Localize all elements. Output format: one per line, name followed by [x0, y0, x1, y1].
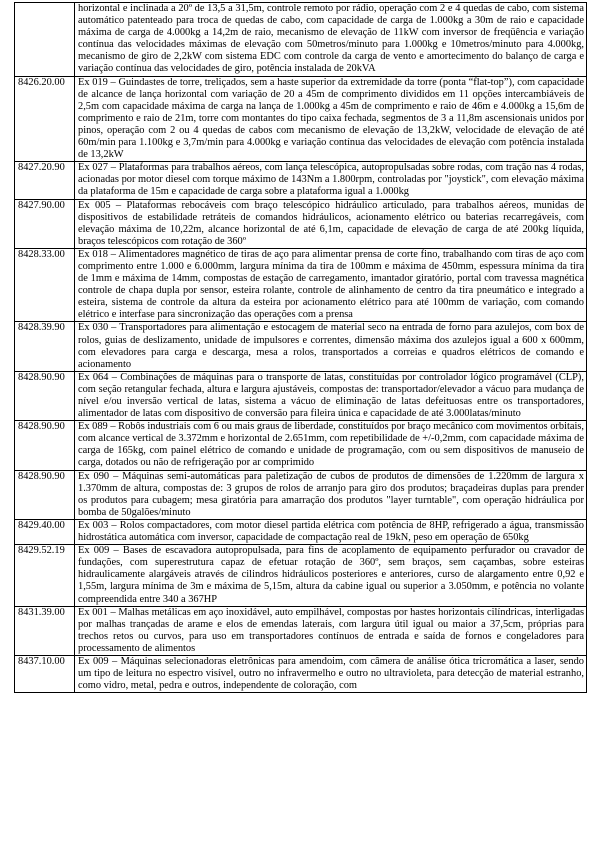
ncm-code-cell: 8426.20.00	[15, 76, 75, 162]
ncm-code-cell: 8428.39.90	[15, 322, 75, 371]
description-cell: Ex 089 – Robôs industriais com 6 ou mais graus de liberdade, constituídos por braço mecânico com movimentos orbitais, com alcance vertical de 3.372mm e horizontal de 2.651mm, com repetibilidade de +/-0,2mm, com capacidade máxima de carga de 165kg, com painel elétrico de comando e unidade de programação, com ou sem dispositivos de manuseio de carga, dotados ou não de refrigeração por ar comprimido	[75, 421, 587, 470]
table-row	[15, 371, 587, 420]
table-row	[15, 162, 587, 199]
table-row	[15, 248, 587, 322]
tariff-table-body	[15, 3, 587, 693]
table-row	[15, 545, 587, 606]
description-cell: Ex 005 – Plataformas rebocáveis com braço telescópico hidráulico articulado, para trabalhos aéreos, munidas de dispositivos de estabilidade retráteis de comandos hidráulicos, acionamento elétrico ou baterias recarregáveis, com elevação máxima de 10,22m, alcance horizontal de até 6,1m, capacidade de elevação de carga de até 200kg líquida, braços telescópicos com rotação de 360º	[75, 199, 587, 248]
ncm-code-cell: 8429.40.00	[15, 519, 75, 544]
description-cell: Ex 001 – Malhas metálicas em aço inoxidável, auto empilhável, compostas por hastes horizontais cilíndricas, interligadas por malhas trançadas de arame e elos de emendas laterais, com largura útil igual ou maior a 37,5cm, próprias para trechos retos ou curvos, para uso em transportadores contínuos de entrada e saída de fornos e congeladores para processamento de alimentos	[75, 606, 587, 655]
description-cell: Ex 003 – Rolos compactadores, com motor diesel partida elétrica com potência de 8HP, refrigerado a água, transmissão hidrostática automática com inversor, capacidade de compactação real de 19kN, peso em operação de 650kg	[75, 519, 587, 544]
tariff-table	[14, 2, 587, 693]
description-cell: Ex 027 – Plataformas para trabalhos aéreos, com lança telescópica, autopropulsadas sobre rodas, com tração nas 4 rodas, acionadas por motor diesel com torque máximo de 143Nm a 1.800rpm, controladas por "joystick", com elevação máxima da plataforma de 15m e capacidade de carga sobre a plataforma igual a 1.000kg	[75, 162, 587, 199]
ncm-code-cell	[15, 3, 75, 77]
ncm-code-cell: 8428.33.00	[15, 248, 75, 322]
description-cell: Ex 009 – Máquinas selecionadoras eletrônicas para amendoim, com câmera de análise ótica tricromática a laser, sendo um tipo de leitura no espectro visível, outro no infravermelho e outro no ultravioleta, para detecção de material estranho, como vidro, metal, pedra e outros, independente de coloração, com	[75, 655, 587, 692]
document-page	[14, 2, 587, 693]
table-row	[15, 3, 587, 77]
description-cell: Ex 018 – Alimentadores magnético de tiras de aço para alimentar prensa de corte fino, trabalhando com tiras de aço com comprimento entre 1.000 e 6.000mm, largura mínima da tira de 100mm e máxima de 450mm, espessura mínima da tira de 1mm e máxima de 14mm, compostas de estação de carregamento, imantador giratório, portal com travessa magnética controle de chapa dupla por sensor, esteira rolante, controle de alinhamento de centro da tira pneumático e integrado a esteira, sistema de controle da altura da esteira por acionamento elétrico para até 100mm de variação, com comando elétrico e interfase para sincronização das operações com a prensa	[75, 248, 587, 322]
ncm-code-cell: 8431.39.00	[15, 606, 75, 655]
ncm-code-cell: 8427.20.90	[15, 162, 75, 199]
table-row	[15, 421, 587, 470]
ncm-code-cell: 8428.90.90	[15, 421, 75, 470]
ncm-code-cell: 8437.10.00	[15, 655, 75, 692]
table-row	[15, 519, 587, 544]
table-row	[15, 322, 587, 371]
description-cell: Ex 090 – Máquinas semi-automáticas para paletização de cubos de produtos de dimensões de 1.220mm de largura x 1.370mm de altura, compostas de: 3 grupos de rolos de arranjo para giro dos produtos; braçadeiras duplas para prender os produtos para cubagem; mesa giratória para amarração dos produtos "layer turntable", com operação hidráulica por bomba de 50galões/minuto	[75, 470, 587, 519]
description-cell: Ex 019 – Guindastes de torre, treliçados, sem a haste superior da extremidade da torre (ponta “flat-top”), com capacidade de alcance de lança horizontal com variação de 20 a 45m de comprimento divididos em 11 opções intercambiáveis de 2,5m com capacidade máxima de carga na lança de 1.000kg a 45m de comprimento e raio de 46m e 4.000kg a 15,6m de comprimento e raio de 21m, torre com montantes do tipo caixa fechada, segmentos de 3 a 11,8m ascensionais unidos por pinos, operação com 2 ou 4 quedas de cabos com mecanismo de elevação de 13,2kW, velocidade de elevação de até 60m/min para 1.100kg e 3,7m/min para 4.000kg e variação contínua das velocidades de elevação com potência instalada de 13,2kW	[75, 76, 587, 162]
description-cell: Ex 030 – Transportadores para alimentação e estocagem de material seco na entrada de forno para azulejos, com box de rolos, guias de deslizamento, unidade de impulsores e correntes, dimensão máxima dos azulejos igual a 600 x 600mm, com elevadores para carga e descarga, mesa a rolos, transportados a correias e quadros elétricos de comando e acionamento	[75, 322, 587, 371]
table-row	[15, 76, 587, 162]
description-cell: Ex 009 – Bases de escavadora autopropulsada, para fins de acoplamento de equipamento perfurador ou cravador de fundações, com superestrutura capaz de efetuar rotação de 360º, sem braços, sem caçambas, sobre esteiras hidraulicamente alargáveis através de cilindros hidráulicos posteriores e anteriores, curso de alargamento entre 0,92 e 1,55m, largura mínima de 3m e máxima de 5,15m, altura da cabine igual ou superior a 3.050mm, e potência no volante compreendida entre 340 a 367HP	[75, 545, 587, 606]
description-cell: Ex 064 – Combinações de máquinas para o transporte de latas, constituídas por controlador lógico programável (CLP), com seção retangular fechada, altura e largura ajustáveis, compostas de: transportador/elevador a vácuo para mudança de nível e/ou inversão vertical de latas, sistema a vácuo de eliminação de latas defeituosas entre os transportadores, alimentador de latas com dispositivo de conversão para fileira única e capacidade de até 3.000latas/minuto	[75, 371, 587, 420]
ncm-code-cell: 8427.90.00	[15, 199, 75, 248]
table-row	[15, 470, 587, 519]
table-row	[15, 606, 587, 655]
ncm-code-cell: 8428.90.90	[15, 371, 75, 420]
table-row	[15, 199, 587, 248]
ncm-code-cell: 8428.90.90	[15, 470, 75, 519]
ncm-code-cell: 8429.52.19	[15, 545, 75, 606]
table-row	[15, 655, 587, 692]
description-cell: horizontal e inclinada a 20º de 13,5 a 31,5m, controle remoto por rádio, operação com 2 e 4 quedas de cabo, com sistema automático patenteado para troca de quedas de cabo, com capacidade de carga de 1.000kg a 30m de raio e capacidade máxima de carga de 4.000kg a 14,2m de raio, mecanismo de elevação de 11kW com inversor de freqüência e variação contínua das velocidades máximas de elevação com 50metros/minuto para 1.000kg e 10metros/minuto para 4.000kg, mecanismo de giro de 2,2kW com sistema EDC com controle da carga de vento e amortecimento do balanço de carga e variação contínua das velocidades de giro, potência instalada de 20kVA	[75, 3, 587, 77]
